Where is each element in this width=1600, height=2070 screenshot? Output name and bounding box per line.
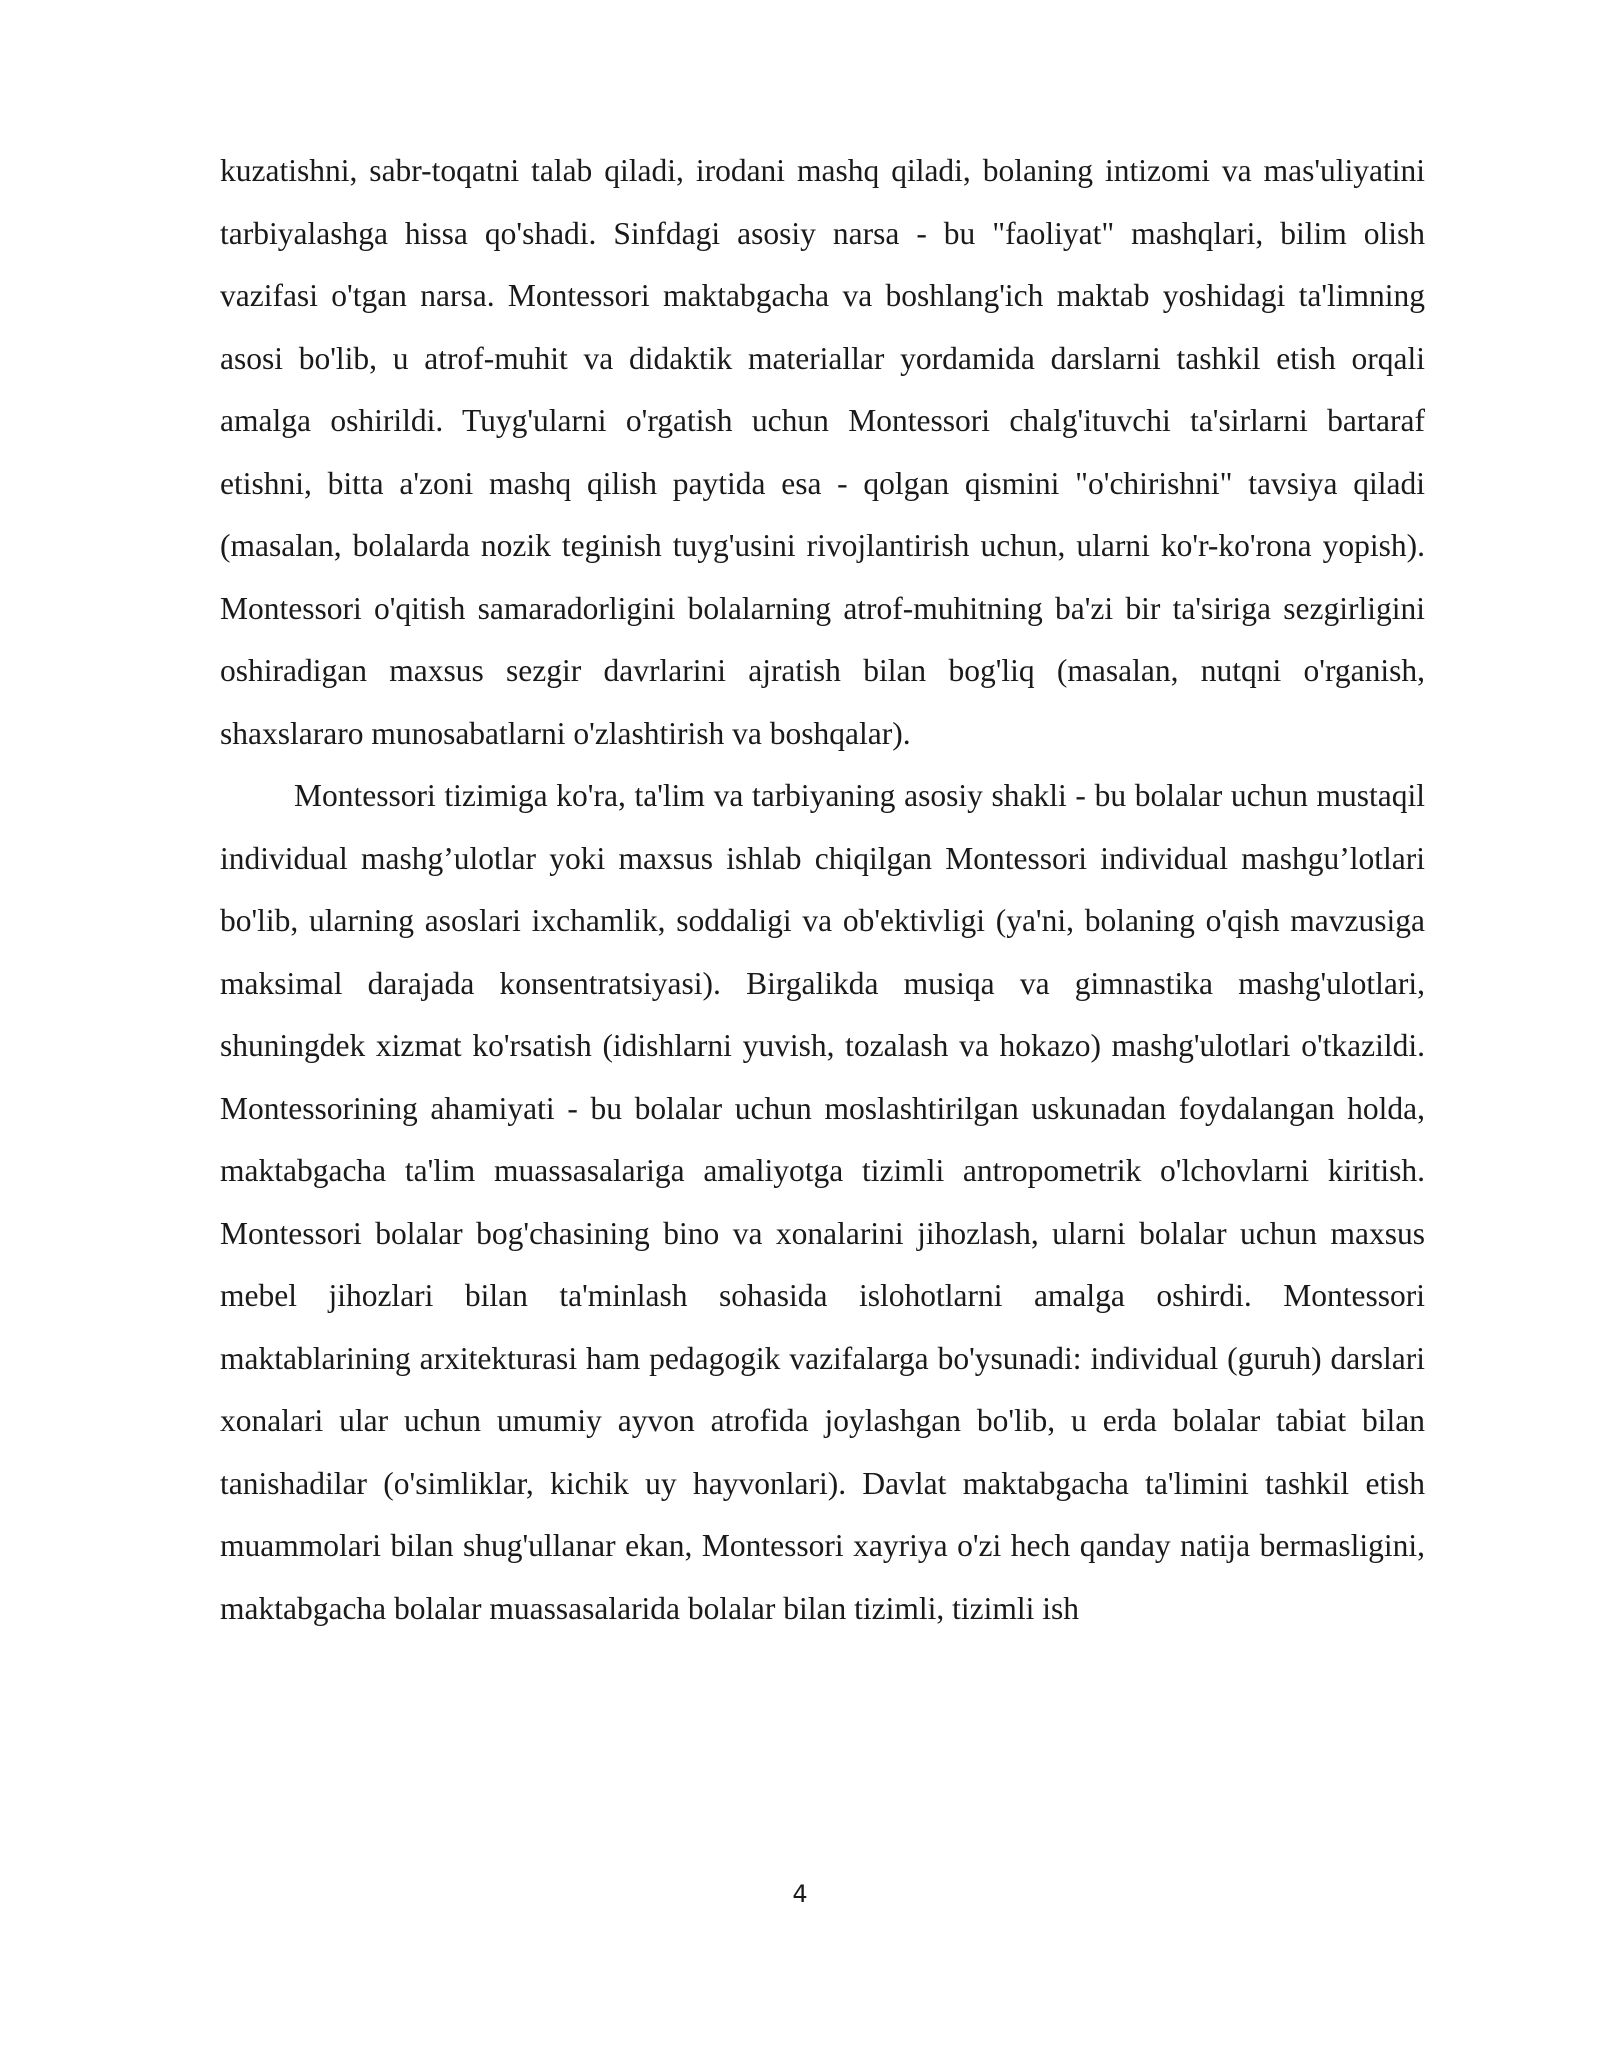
- paragraph-2: Montessori tizimiga ko'ra, ta'lim va tarbiyaning asosiy shakli - bu bolalar uchun mustaqil individual mashg’ulotlar yoki maxsus ishlab chiqilgan Montessori individual mashgu’lotlari bo'lib, ularning asoslari ixchamlik, soddaligi va ob'ektivligi (ya'ni, bolaning o'qish mavzusiga maksimal darajada konsentratsiyasi). Birgalikda musiqa va gimnastika mashg'ulotlari, shuningdek xizmat ko'rsatish (idishlarni yuvish, tozalash va hokazo) mashg'ulotlari o'tkazildi. Montessorining ahamiyati - bu bolalar uchun moslashtirilgan uskunadan foydalangan holda, maktabgacha ta'lim muassasalariga amaliyotga tizimli antropometrik o'lchovlarni kiritish. Montessori bolalar bog'chasining bino va xonalarini jihozlash, ularni bolalar uchun maxsus mebel jihozlari bilan ta'minlash sohasida islohotlarni amalga oshirdi. Montessori maktablarining arxitekturasi ham pedagogik vazifalarga bo'ysunadi: individual (guruh) darslari xonalari ular uchun umumiy ayvon atrofida joylashgan bo'lib, u erda bolalar tabiat bilan tanishadilar (o'simliklar, kichik uy hayvonlari). Davlat maktabgacha ta'limini tashkil etish muammolari bilan shug'ullanar ekan, Montessori xayriya o'zi hech qanday natija bermasligini, maktabgacha bolalar muassasalarida bolalar bilan tizimli, tizimli ish: [220, 778, 1425, 1626]
- body-text: [220, 140, 1425, 1640]
- paragraph-1: kuzatishni, sabr-toqatni talab qiladi, irodani mashq qiladi, bolaning intizomi va mas'uliyatini tarbiyalashga hissa qo'shadi. Sinfdagi asosiy narsa - bu "faoliyat" mashqlari, bilim olish vazifasi o'tgan narsa. Montessori maktabgacha va boshlang'ich maktab yoshidagi ta'limning asosi bo'lib, u atrof-muhit va didaktik materiallar yordamida darslarni tashkil etish orqali amalga oshirildi. Tuyg'ularni o'rgatish uchun Montessori chalg'ituvchi ta'sirlarni bartaraf etishni, bitta a'zoni mashq qilish paytida esa - qolgan qismini "o'chirishni" tavsiya qiladi (masalan, bolalarda nozik teginish tuyg'usini rivojlantirish uchun, ularni ko'r-ko'rona yopish). Montessori o'qitish samaradorligini bolalarning atrof-muhitning ba'zi bir ta'siriga sezgirligini oshiradigan maxsus sezgir davrlarini ajratish bilan bog'liq (masalan, nutqni o'rganish, shaxslararo munosabatlarni o'zlashtirish va boshqalar).: [220, 153, 1425, 751]
- page-number: 4: [792, 1880, 808, 1908]
